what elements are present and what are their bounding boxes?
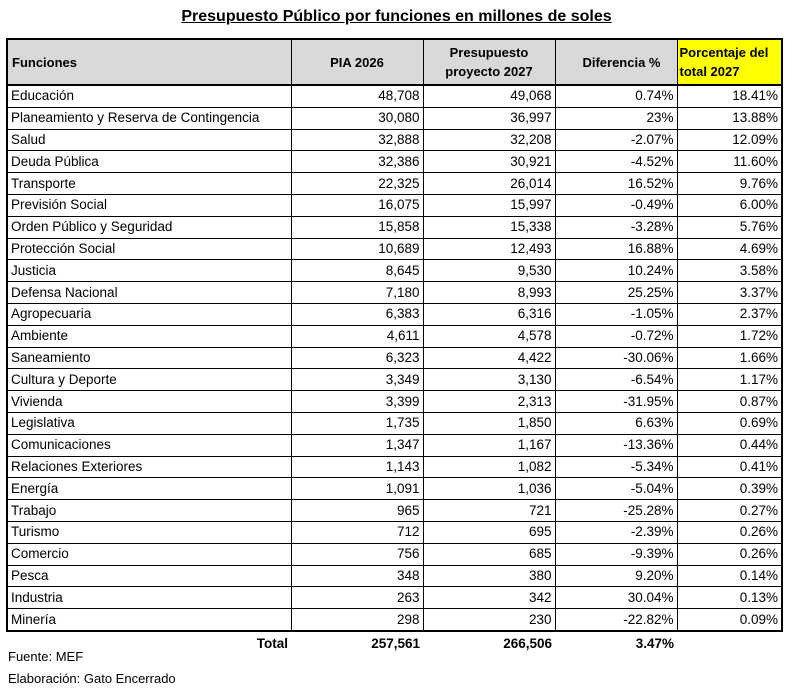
cell-diferencia: -5.04%	[555, 478, 677, 500]
cell-porcentaje: 0.87%	[677, 391, 782, 413]
table-row	[7, 107, 782, 129]
cell-pia-2026: 6,323	[291, 347, 423, 369]
cell-funcion: Legislativa	[7, 412, 291, 434]
cell-diferencia: -13.36%	[555, 434, 677, 456]
cell-funcion: Planeamiento y Reserva de Contingencia	[7, 107, 291, 129]
cell-porcentaje: 4.69%	[677, 238, 782, 260]
cell-proyecto-2027: 49,068	[423, 85, 555, 107]
cell-funcion: Deuda Pública	[7, 151, 291, 173]
table-row	[7, 587, 782, 609]
cell-diferencia: -25.28%	[555, 500, 677, 522]
cell-pia-2026: 3,349	[291, 369, 423, 391]
cell-proyecto-2027: 1,850	[423, 412, 555, 434]
budget-table	[6, 38, 783, 656]
cell-pia-2026: 1,735	[291, 412, 423, 434]
table-row	[7, 456, 782, 478]
cell-proyecto-2027: 12,493	[423, 238, 555, 260]
cell-porcentaje: 2.37%	[677, 303, 782, 325]
table-row	[7, 282, 782, 304]
cell-diferencia: 16.88%	[555, 238, 677, 260]
cell-diferencia: -4.52%	[555, 151, 677, 173]
table-row	[7, 521, 782, 543]
table-body	[7, 85, 782, 631]
cell-diferencia: -30.06%	[555, 347, 677, 369]
table-row	[7, 216, 782, 238]
cell-diferencia: 23%	[555, 107, 677, 129]
table-row	[7, 129, 782, 151]
table-row	[7, 412, 782, 434]
cell-diferencia: -1.05%	[555, 303, 677, 325]
cell-funcion: Relaciones Exteriores	[7, 456, 291, 478]
cell-porcentaje: 0.27%	[677, 500, 782, 522]
cell-porcentaje: 12.09%	[677, 129, 782, 151]
cell-porcentaje: 0.26%	[677, 543, 782, 565]
table-row	[7, 151, 782, 173]
cell-funcion: Educación	[7, 85, 291, 107]
cell-pia-2026: 4,611	[291, 325, 423, 347]
cell-funcion: Comercio	[7, 543, 291, 565]
cell-porcentaje: 0.41%	[677, 456, 782, 478]
cell-diferencia: -2.07%	[555, 129, 677, 151]
cell-funcion: Protección Social	[7, 238, 291, 260]
cell-funcion: Energía	[7, 478, 291, 500]
cell-proyecto-2027: 380	[423, 565, 555, 587]
table-row	[7, 434, 782, 456]
table-row	[7, 369, 782, 391]
cell-diferencia: -9.39%	[555, 543, 677, 565]
cell-proyecto-2027: 342	[423, 587, 555, 609]
total-porcentaje-empty	[677, 631, 782, 656]
cell-funcion: Pesca	[7, 565, 291, 587]
cell-diferencia: 9.20%	[555, 565, 677, 587]
cell-funcion: Industria	[7, 587, 291, 609]
table-row	[7, 500, 782, 522]
table-row	[7, 303, 782, 325]
header-row	[7, 39, 782, 85]
cell-porcentaje: 0.69%	[677, 412, 782, 434]
page-title: Presupuesto Público por funciones en millones de soles	[181, 8, 612, 25]
cell-proyecto-2027: 9,530	[423, 260, 555, 282]
cell-funcion: Transporte	[7, 173, 291, 195]
header-funciones: Funciones	[7, 39, 291, 85]
cell-porcentaje: 18.41%	[677, 85, 782, 107]
cell-funcion: Defensa Nacional	[7, 282, 291, 304]
cell-funcion: Comunicaciones	[7, 434, 291, 456]
table-row	[7, 325, 782, 347]
cell-porcentaje: 1.72%	[677, 325, 782, 347]
cell-pia-2026: 32,386	[291, 151, 423, 173]
cell-pia-2026: 10,689	[291, 238, 423, 260]
cell-pia-2026: 7,180	[291, 282, 423, 304]
cell-pia-2026: 8,645	[291, 260, 423, 282]
cell-pia-2026: 6,383	[291, 303, 423, 325]
cell-funcion: Cultura y Deporte	[7, 369, 291, 391]
cell-diferencia: 0.74%	[555, 85, 677, 107]
cell-proyecto-2027: 2,313	[423, 391, 555, 413]
table-row	[7, 194, 782, 216]
cell-proyecto-2027: 721	[423, 500, 555, 522]
elaboration-note: Elaboración: Gato Encerrado	[8, 671, 176, 686]
cell-pia-2026: 1,091	[291, 478, 423, 500]
cell-pia-2026: 263	[291, 587, 423, 609]
cell-proyecto-2027: 685	[423, 543, 555, 565]
cell-proyecto-2027: 30,921	[423, 151, 555, 173]
cell-diferencia: -0.72%	[555, 325, 677, 347]
cell-pia-2026: 22,325	[291, 173, 423, 195]
table-row	[7, 543, 782, 565]
cell-porcentaje: 11.60%	[677, 151, 782, 173]
cell-porcentaje: 6.00%	[677, 194, 782, 216]
cell-diferencia: -2.39%	[555, 521, 677, 543]
cell-funcion: Ambiente	[7, 325, 291, 347]
cell-proyecto-2027: 1,167	[423, 434, 555, 456]
table-row	[7, 609, 782, 631]
cell-funcion: Saneamiento	[7, 347, 291, 369]
cell-pia-2026: 1,347	[291, 434, 423, 456]
cell-funcion: Minería	[7, 609, 291, 631]
cell-porcentaje: 9.76%	[677, 173, 782, 195]
table-row	[7, 391, 782, 413]
cell-porcentaje: 13.88%	[677, 107, 782, 129]
table-row	[7, 478, 782, 500]
cell-porcentaje: 0.44%	[677, 434, 782, 456]
total-row	[7, 631, 782, 656]
cell-pia-2026: 3,399	[291, 391, 423, 413]
total-label: Total	[256, 635, 288, 651]
cell-pia-2026: 756	[291, 543, 423, 565]
cell-proyecto-2027: 1,036	[423, 478, 555, 500]
cell-funcion: Salud	[7, 129, 291, 151]
cell-diferencia: 6.63%	[555, 412, 677, 434]
cell-diferencia: -22.82%	[555, 609, 677, 631]
cell-diferencia: -5.34%	[555, 456, 677, 478]
cell-pia-2026: 48,708	[291, 85, 423, 107]
header-pia-2026: PIA 2026	[291, 39, 423, 85]
cell-porcentaje: 0.13%	[677, 587, 782, 609]
cell-funcion: Previsión Social	[7, 194, 291, 216]
cell-diferencia: -31.95%	[555, 391, 677, 413]
cell-pia-2026: 1,143	[291, 456, 423, 478]
cell-pia-2026: 30,080	[291, 107, 423, 129]
cell-funcion: Vivienda	[7, 391, 291, 413]
cell-porcentaje: 3.37%	[677, 282, 782, 304]
cell-porcentaje: 1.17%	[677, 369, 782, 391]
cell-pia-2026: 712	[291, 521, 423, 543]
cell-proyecto-2027: 36,997	[423, 107, 555, 129]
cell-proyecto-2027: 26,014	[423, 173, 555, 195]
header-presupuesto-line1: Presupuesto	[449, 45, 529, 60]
cell-diferencia: 16.52%	[555, 173, 677, 195]
cell-diferencia: -6.54%	[555, 369, 677, 391]
cell-proyecto-2027: 3,130	[423, 369, 555, 391]
total-diferencia: 3.47%	[635, 635, 674, 651]
table-row	[7, 85, 782, 107]
cell-pia-2026: 348	[291, 565, 423, 587]
cell-porcentaje: 0.39%	[677, 478, 782, 500]
cell-diferencia: -3.28%	[555, 216, 677, 238]
cell-funcion: Agropecuaria	[7, 303, 291, 325]
table-row	[7, 260, 782, 282]
table-row	[7, 238, 782, 260]
cell-proyecto-2027: 1,082	[423, 456, 555, 478]
header-porcentaje-line2: total 2027	[679, 64, 740, 79]
cell-funcion: Trabajo	[7, 500, 291, 522]
cell-proyecto-2027: 8,993	[423, 282, 555, 304]
cell-porcentaje: 0.09%	[677, 609, 782, 631]
table-row	[7, 565, 782, 587]
cell-proyecto-2027: 230	[423, 609, 555, 631]
cell-diferencia: 25.25%	[555, 282, 677, 304]
cell-pia-2026: 15,858	[291, 216, 423, 238]
table-row	[7, 173, 782, 195]
cell-porcentaje: 5.76%	[677, 216, 782, 238]
cell-porcentaje: 0.26%	[677, 521, 782, 543]
cell-pia-2026: 16,075	[291, 194, 423, 216]
cell-proyecto-2027: 4,422	[423, 347, 555, 369]
total-pia: 257,561	[371, 635, 420, 651]
cell-pia-2026: 32,888	[291, 129, 423, 151]
header-porcentaje-line1: Porcentaje del	[679, 45, 769, 60]
cell-porcentaje: 1.66%	[677, 347, 782, 369]
cell-diferencia: 30.04%	[555, 587, 677, 609]
cell-proyecto-2027: 15,338	[423, 216, 555, 238]
cell-proyecto-2027: 15,997	[423, 194, 555, 216]
cell-funcion: Justicia	[7, 260, 291, 282]
table-row	[7, 347, 782, 369]
cell-porcentaje: 0.14%	[677, 565, 782, 587]
header-presupuesto-2027	[423, 39, 555, 85]
cell-pia-2026: 298	[291, 609, 423, 631]
cell-funcion: Orden Público y Seguridad	[7, 216, 291, 238]
cell-proyecto-2027: 32,208	[423, 129, 555, 151]
cell-porcentaje: 3.58%	[677, 260, 782, 282]
cell-diferencia: 10.24%	[555, 260, 677, 282]
source-note: Fuente: MEF	[8, 649, 84, 664]
cell-proyecto-2027: 4,578	[423, 325, 555, 347]
cell-proyecto-2027: 6,316	[423, 303, 555, 325]
cell-diferencia: -0.49%	[555, 194, 677, 216]
header-porcentaje-total	[677, 39, 782, 85]
cell-funcion: Turismo	[7, 521, 291, 543]
total-proyecto: 266,506	[503, 635, 552, 651]
header-presupuesto-line2: proyecto 2027	[445, 64, 533, 79]
cell-proyecto-2027: 695	[423, 521, 555, 543]
cell-pia-2026: 965	[291, 500, 423, 522]
header-diferencia: Diferencia %	[555, 39, 677, 85]
